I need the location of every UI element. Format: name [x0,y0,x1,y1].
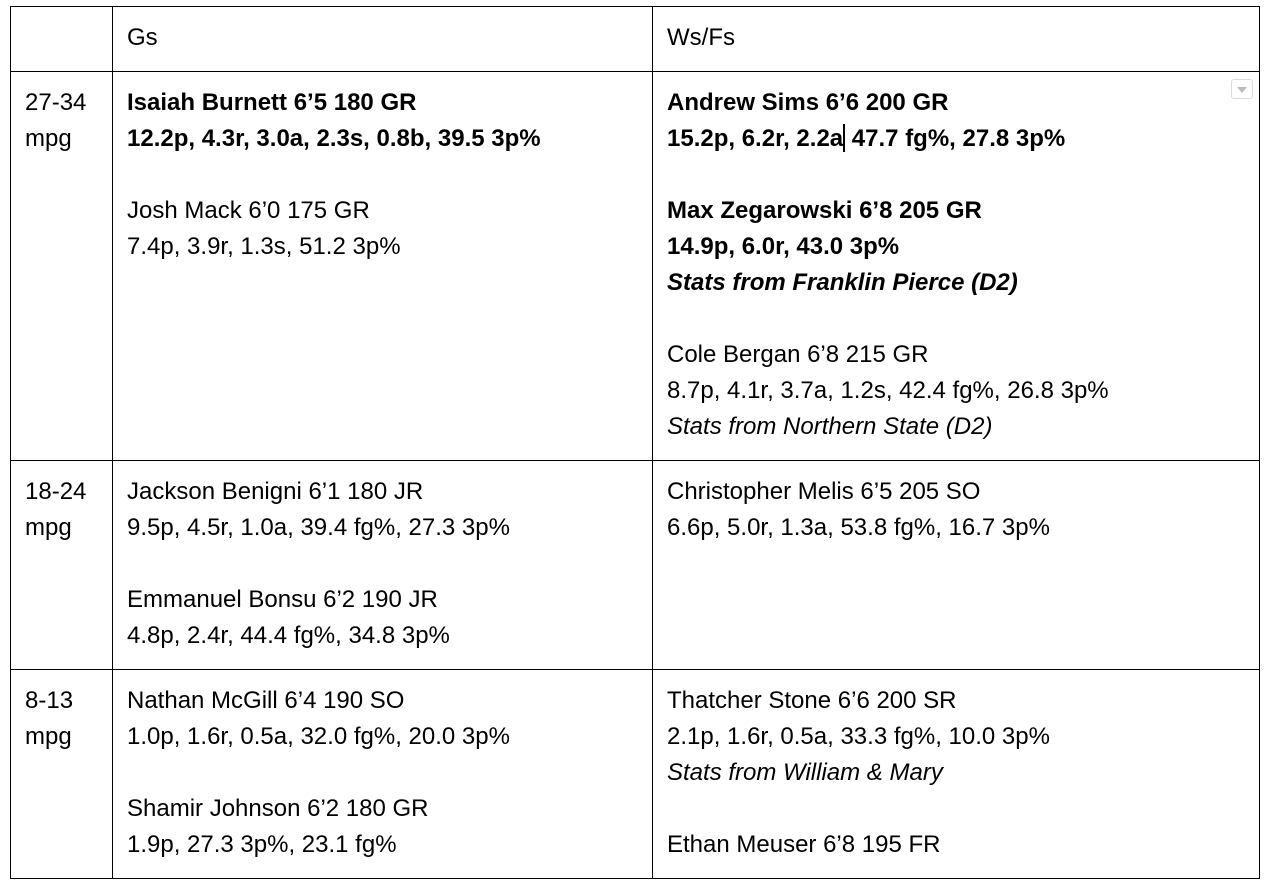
minutes-unit: mpg [25,125,72,152]
player-stats: 1.9p, 27.3 3p%, 23.1 fg% [127,831,397,858]
header-label-guards: Gs [127,24,158,51]
header-cell-wings[interactable] [653,7,1260,72]
header-cell-minutes[interactable] [11,7,113,72]
player-stats: 1.0p, 1.6r, 0.5a, 32.0 fg%, 20.0 3p% [127,723,510,750]
minutes-cell[interactable] [11,72,113,461]
guards-cell[interactable] [113,670,653,879]
player-name: Thatcher Stone 6’6 200 SR [667,687,957,714]
player-name: Andrew Sims 6’6 200 GR [667,89,949,116]
table-row [11,670,1260,879]
header-cell-guards[interactable] [113,7,653,72]
guards-cell[interactable] [113,461,653,670]
player-stats: 9.5p, 4.5r, 1.0a, 39.4 fg%, 27.3 3p% [127,514,510,541]
table-row [11,72,1260,461]
player-stats: 4.8p, 2.4r, 44.4 fg%, 34.8 3p% [127,622,450,649]
player-stats-part: 15.2p, 6.2r, 2.2a [667,125,844,152]
minutes-range: 27-34 [25,89,87,116]
player-stats [667,121,1245,157]
wings-cell[interactable] [653,670,1260,879]
player-note: Stats from William & Mary [667,759,943,786]
header-row [11,7,1260,72]
roster-table [10,6,1260,879]
minutes-unit: mpg [25,723,72,750]
player-stats: 7.4p, 3.9r, 1.3s, 51.2 3p% [127,233,401,260]
player-stats: 14.9p, 6.0r, 43.0 3p% [667,233,900,260]
minutes-range: 18-24 [25,478,87,505]
player-stats-part: 47.7 fg%, 27.8 3p% [845,125,1066,152]
player-name: Cole Bergan 6’8 215 GR [667,341,929,368]
player-stats: 6.6p, 5.0r, 1.3a, 53.8 fg%, 16.7 3p% [667,514,1050,541]
chevron-down-icon[interactable] [1231,79,1253,99]
wings-cell[interactable] [653,461,1260,670]
player-name: Emmanuel Bonsu 6’2 190 JR [127,586,438,613]
player-name: Josh Mack 6’0 175 GR [127,197,370,224]
wings-cell[interactable] [653,72,1260,461]
player-note: Stats from Northern State (D2) [667,413,993,440]
minutes-cell[interactable] [11,670,113,879]
player-name: Max Zegarowski 6’8 205 GR [667,197,982,224]
player-name: Isaiah Burnett 6’5 180 GR [127,89,417,116]
guards-cell[interactable] [113,72,653,461]
minutes-range: 8-13 [25,687,74,714]
player-name: Nathan McGill 6’4 190 SO [127,687,405,714]
player-name: Ethan Meuser 6’8 195 FR [667,831,941,858]
table-row [11,461,1260,670]
player-stats: 8.7p, 4.1r, 3.7a, 1.2s, 42.4 fg%, 26.8 3p% [667,377,1109,404]
minutes-unit: mpg [25,514,72,541]
player-stats: 12.2p, 4.3r, 3.0a, 2.3s, 0.8b, 39.5 3p% [127,125,541,152]
minutes-cell[interactable] [11,461,113,670]
player-stats: 2.1p, 1.6r, 0.5a, 33.3 fg%, 10.0 3p% [667,723,1050,750]
player-note: Stats from Franklin Pierce (D2) [667,269,1018,296]
player-name: Jackson Benigni 6’1 180 JR [127,478,424,505]
header-label-wings: Ws/Fs [667,24,735,51]
player-name: Shamir Johnson 6’2 180 GR [127,795,429,822]
player-name: Christopher Melis 6’5 205 SO [667,478,981,505]
